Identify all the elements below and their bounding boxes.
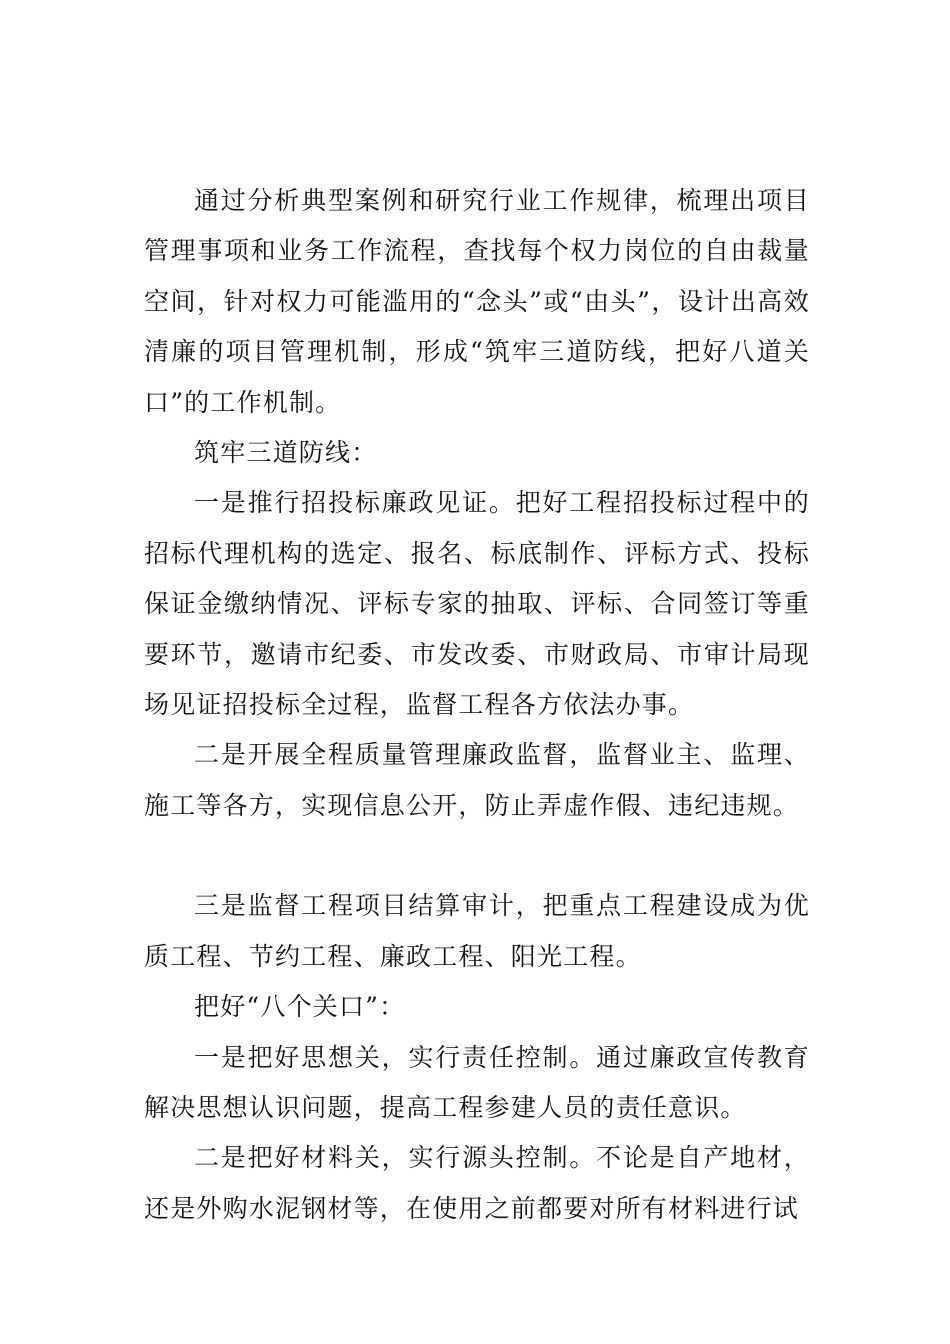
paragraph-line-one: 一是推行招投标廉政见证。把好工程招投标过程中的招标代理机构的选定、报名、标底制作、评标方式、投标保证金缴纳情况、评标专家的抽取、评标、合同签订等重要环节，邀请市纪委、市发改委、市财政局、市审计局现场见证招投标全过程，监督工程各方依法办事。 [144, 488, 810, 720]
paragraph-eight-gates-heading: 把好“八个关口”： [194, 992, 406, 1022]
paragraph-intro: 通过分析典型案例和研究行业工作规律，梳理出项目管理事项和业务工作流程，查找每个权力岗位的自由裁量空间，针对权力可能滥用的“念头”或“由头”，设计出高效清廉的项目管理机制，形成“筑牢三道防线，把好八道关口”的工作机制。 [144, 186, 810, 417]
document-body [144, 176, 810, 1234]
paragraph-three-lines-heading: 筑牢三道防线： [194, 438, 378, 468]
paragraph-line-two: 二是开展全程质量管理廉政监督，监督业主、监理、施工等各方，实现信息公开，防止弄虚作假、违纪违规。 [144, 740, 810, 820]
paragraph-gate-one: 一是把好思想关，实行责任控制。通过廉政宣传教育解决思想认识问题，提高工程参建人员的责任意识。 [144, 1042, 810, 1122]
paragraph-gate-two: 二是把好材料关，实行源头控制。不论是自产地材，还是外购水泥钢材等，在使用之前都要对所有材料进行试 [144, 1143, 810, 1223]
paragraph-line-three: 三是监督工程项目结算审计，把重点工程建设成为优质工程、节约工程、廉政工程、阳光工程。 [144, 891, 810, 971]
